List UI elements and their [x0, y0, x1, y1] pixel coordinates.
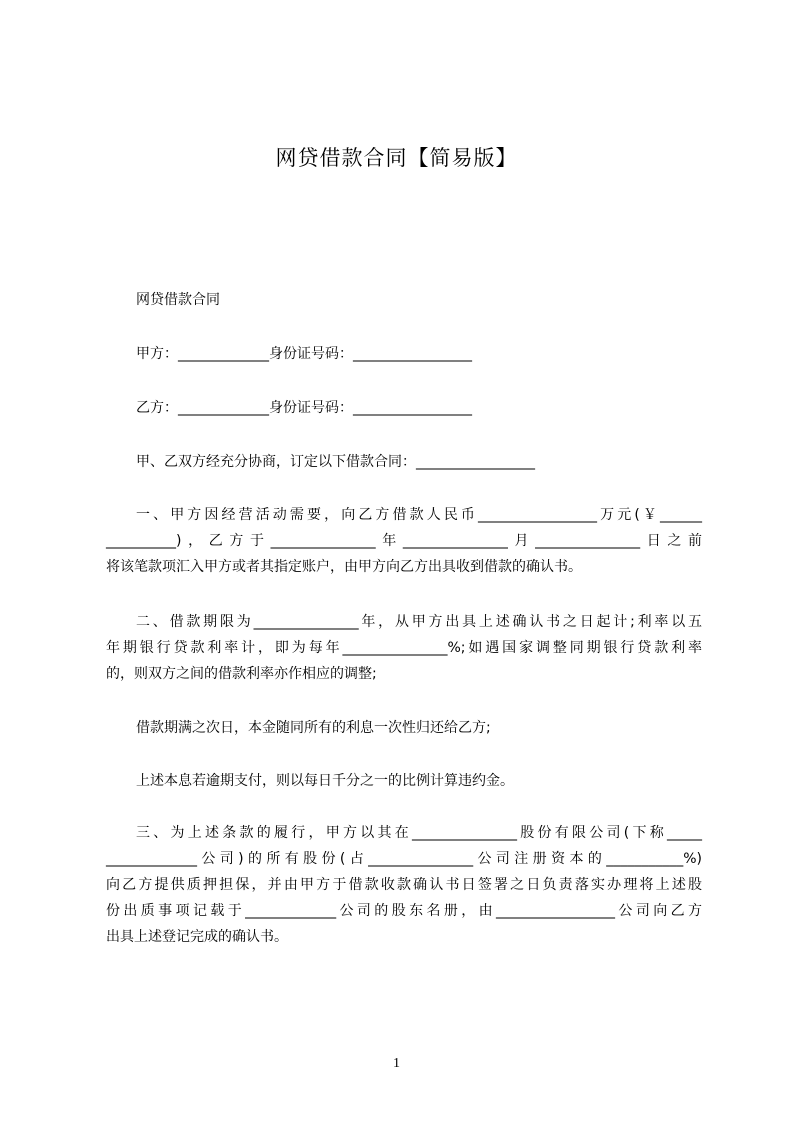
page-number: 1	[393, 1056, 400, 1071]
clause-1-line: __________)，乙方于_______________年_______________月_______________日之前	[106, 533, 702, 549]
contract-subtitle: 网贷借款合同	[136, 292, 220, 308]
document-title: 网贷借款合同【简易版】	[275, 146, 518, 170]
intro-line: 甲、乙双方经充分协商，订定以下借款合同：_________________	[136, 454, 535, 470]
clause-2-line: 年期银行贷款利率计，即为每年_______________%;如遇国家调整同期银行贷款利率	[106, 640, 702, 656]
repayment-note: 借款期满之次日，本金随同所有的利息一次性归还给乙方;	[136, 720, 491, 736]
clause-1	[106, 502, 702, 580]
party-a-line: 甲方：_____________身份证号码：_________________	[136, 346, 472, 362]
clause-1-line: 一、甲方因经营活动需要，向乙方借款人民币_________________万元(￥______	[136, 507, 702, 523]
clause-3-line: 向乙方提供质押担保，并由甲方于借款收款确认书日签署之日负责落实办理将上述股	[106, 877, 702, 893]
clause-2	[106, 609, 702, 687]
clause-2-line: 的，则双方之间的借款利率亦作相应的调整;	[106, 666, 377, 682]
penalty-note: 上述本息若逾期支付，则以每日千分之一的比例计算违约金。	[136, 773, 514, 789]
clause-3-line: _____________公司)的所有股份(占_______________公司注册资本的___________%)	[106, 851, 702, 867]
clause-3	[106, 820, 702, 950]
clause-3-line: 份出质事项记载于_____________公司的股东名册，由_________________公司向乙方	[106, 903, 702, 919]
clause-3-line: 三、为上述条款的履行，甲方以其在_______________股份有限公司(下称_____	[136, 825, 702, 841]
clause-2-line: 二、借款期限为_______________年，从甲方出具上述确认书之日起计;利率以五	[136, 614, 702, 630]
clause-3-line: 出具上述登记完成的确认书。	[106, 929, 288, 945]
clause-1-line: 将该笔款项汇入甲方或者其指定账户，由甲方向乙方出具收到借款的确认书。	[106, 559, 582, 575]
party-b-line: 乙方：_____________身份证号码：_________________	[136, 400, 472, 416]
